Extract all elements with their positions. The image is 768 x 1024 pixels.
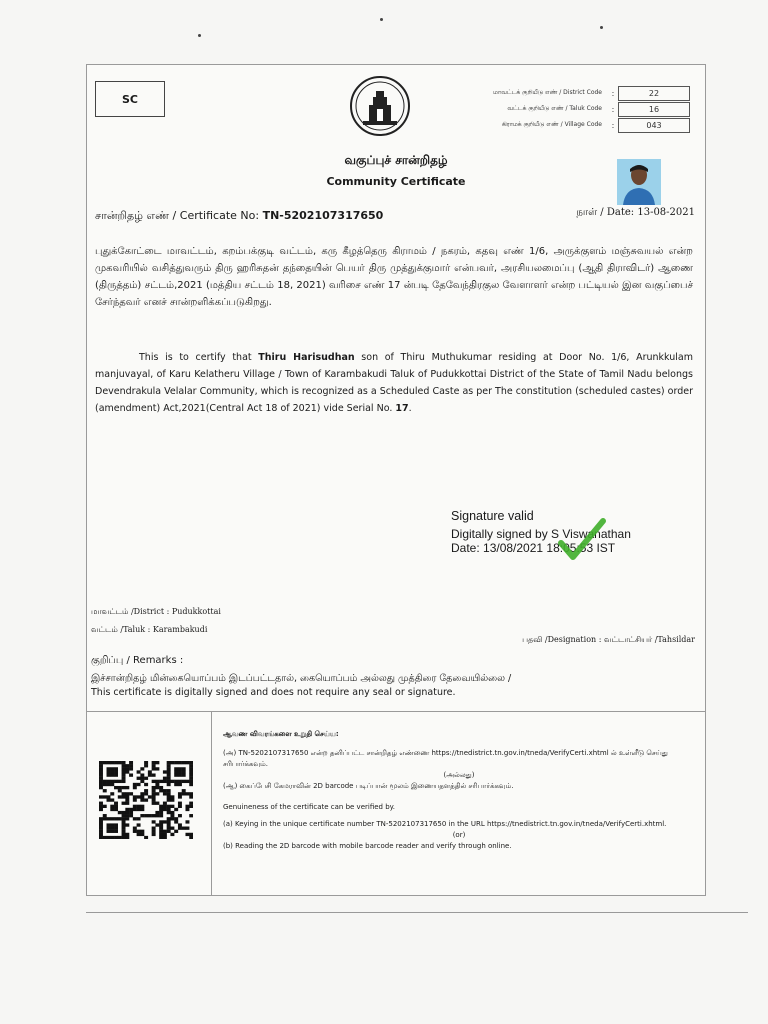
remarks-tamil: இச்சான்றிதழ் மின்கையொப்பம் இடப்பட்டதால், கையொப்பம் அல்லது முத்திரை தேவையில்லை / bbox=[91, 673, 512, 684]
body-tamil: புதுக்கோட்டை மாவட்டம், கறம்பக்குடி வட்டம், கரு கீழத்தெரு கிராமம் / நகரம், கதவு எண் 1/6, அருக்குளம் மஞ்சுவயல் என்ற முகவரியில் வசித்துவரும் திரு ஹரிசுதன் தந்தையின் பெயர் திரு முத்துக்குமார் என்பவர், அரசியலமைப்பு (ஆதி திராவிடர்) ஆணை (திருத்தம்) சட்டம்,2021 (மத்திய சட்டம் 18, 2021) வரிசை எண் 17 ன்படி தேவேந்திரகுல வேளாளர் என்ற பட்டியல் இன வகுப்பைச் சேர்ந்தவர் எனச் சான்றளிக்கப்படுகிறது. bbox=[95, 246, 693, 308]
body-english-mid: son of Thiru Muthukumar residing at Door No. 1/6, Arunkkulam manjuvayal, of Karu Kelatheru Village / Town of Karambakudi Taluk of Pudukkottai District of the State of Tamil Nadu belongs Devendrakula Velalar Community, which is recognized as a Scheduled Caste as per The constitution (scheduled castes) order (amendment) Act,2021(Central Act 18 of 2021) vide Serial No. bbox=[95, 352, 693, 414]
section-divider bbox=[87, 711, 705, 712]
state-emblem-icon bbox=[349, 75, 411, 137]
village-code-row: கிராமக் குறியீடு எண் / Village Code : 043 bbox=[457, 117, 690, 133]
date-label: நாள் / Date: bbox=[576, 207, 635, 218]
verify-english-b: (b) Reading the 2D barcode with mobile barcode reader and verify through online. bbox=[223, 842, 512, 850]
verification-instructions bbox=[223, 729, 695, 852]
taluk-code-value: 16 bbox=[618, 102, 690, 117]
taluk-line: வட்டம் /Taluk : Karambakudi bbox=[91, 625, 208, 634]
taluk-code-label: வட்டக் குறியீடு எண் / Taluk Code bbox=[507, 105, 602, 112]
scan-dot bbox=[600, 26, 603, 29]
checkmark-icon bbox=[557, 517, 607, 561]
certificate-date-line bbox=[576, 207, 695, 219]
scan-dot bbox=[198, 34, 201, 37]
certificate-frame bbox=[86, 64, 706, 896]
verify-tamil-a: (அ) TN-5202107317650 என்ற தனிப்பட்ட சான்றிதழ் எண்ணை https://tnedistrict.tn.gov.in/tneda/VerifyCerti.xhtml ல் உள்ளீடு செய்து சரிபார்க்கவும். bbox=[223, 749, 668, 768]
location-codes bbox=[457, 85, 690, 133]
remarks-english: This certificate is digitally signed and does not require any seal or signature. bbox=[91, 687, 456, 698]
district-line: மாவட்டம் /District : Pudukkottai bbox=[91, 607, 221, 616]
district-code-row: மாவட்டக் குறியீடு எண் / District Code : 22 bbox=[457, 85, 690, 101]
title-english: Community Certificate bbox=[326, 175, 466, 188]
body-english-pre: This is to certify that bbox=[139, 352, 259, 363]
person-icon bbox=[617, 159, 661, 205]
certificate-number: TN-5202107317650 bbox=[262, 209, 384, 222]
verify-title-english: Genuineness of the certificate can be verified by. bbox=[223, 803, 396, 811]
village-code-value: 043 bbox=[618, 118, 690, 133]
verify-english-a: (a) Keying in the unique certificate number TN-5202107317650 in the URL https://tnedistrict.tn.gov.in/tneda/VerifyCerti.xhtml. bbox=[223, 820, 667, 828]
applicant-name: Thiru Harisudhan bbox=[258, 352, 355, 363]
remarks-label: குறிப்பு / Remarks : bbox=[91, 655, 184, 666]
page-bottom-rule bbox=[86, 912, 748, 913]
certificate-date: 13-08-2021 bbox=[637, 207, 695, 218]
certificate-number-label: சான்றிதழ் எண் / Certificate No: bbox=[95, 209, 260, 222]
verify-english-or: (or) bbox=[452, 831, 466, 839]
district-code-value: 22 bbox=[618, 86, 690, 101]
applicant-photo bbox=[617, 159, 661, 205]
verify-tamil-or: (அல்லது) bbox=[443, 771, 475, 779]
designation-line: பதவி /Designation : வட்டாட்சியர் /Tahsildar bbox=[522, 635, 695, 644]
body-english: This is to certify that Thiru Harisudhan son of Thiru Muthukumar residing at Door No. 1/6, Arunkkulam manjuvayal, of Karu Kelatheru Village / Town of Karambakudi Taluk of Pudukkottai District of the State of Tamil Nadu belongs Devendrakula Velalar Community, which is recognized as a Scheduled Caste as per The constitution (scheduled castes) order (amendment) Act,2021(Central Act 18 of 2021) vide Serial No. 17. bbox=[95, 352, 693, 414]
scan-dot bbox=[380, 18, 383, 21]
serial-number: 17 bbox=[395, 403, 409, 414]
qr-code-icon[interactable] bbox=[99, 761, 193, 839]
signature-signer: Digitally signed by S Viswanathan bbox=[451, 527, 631, 541]
verify-title-tamil: ஆவண விவரங்களை உறுதி செய்ய: bbox=[223, 730, 339, 738]
certificate-number-line bbox=[95, 209, 383, 224]
village-code-label: கிராமக் குறியீடு எண் / Village Code bbox=[501, 121, 602, 128]
column-divider bbox=[211, 711, 212, 895]
verify-tamil-b: (ஆ) கைப்பேசி கேமராவின் 2D barcode படிப்பான் மூலம் இணையதளத்தில் சரிபார்க்கவும். bbox=[223, 782, 514, 790]
category-box bbox=[95, 81, 165, 117]
signature-status: Signature valid bbox=[451, 509, 534, 523]
category-label: SC bbox=[122, 92, 138, 106]
district-code-label: மாவட்டக் குறியீடு எண் / District Code bbox=[493, 89, 602, 96]
taluk-code-row: வட்டக் குறியீடு எண் / Taluk Code : 16 bbox=[457, 101, 690, 117]
title-tamil: வகுப்புச் சான்றிதழ் bbox=[344, 153, 448, 167]
signature-date: Date: 13/08/2021 18:05:53 IST bbox=[451, 541, 616, 555]
location-block bbox=[91, 603, 221, 639]
